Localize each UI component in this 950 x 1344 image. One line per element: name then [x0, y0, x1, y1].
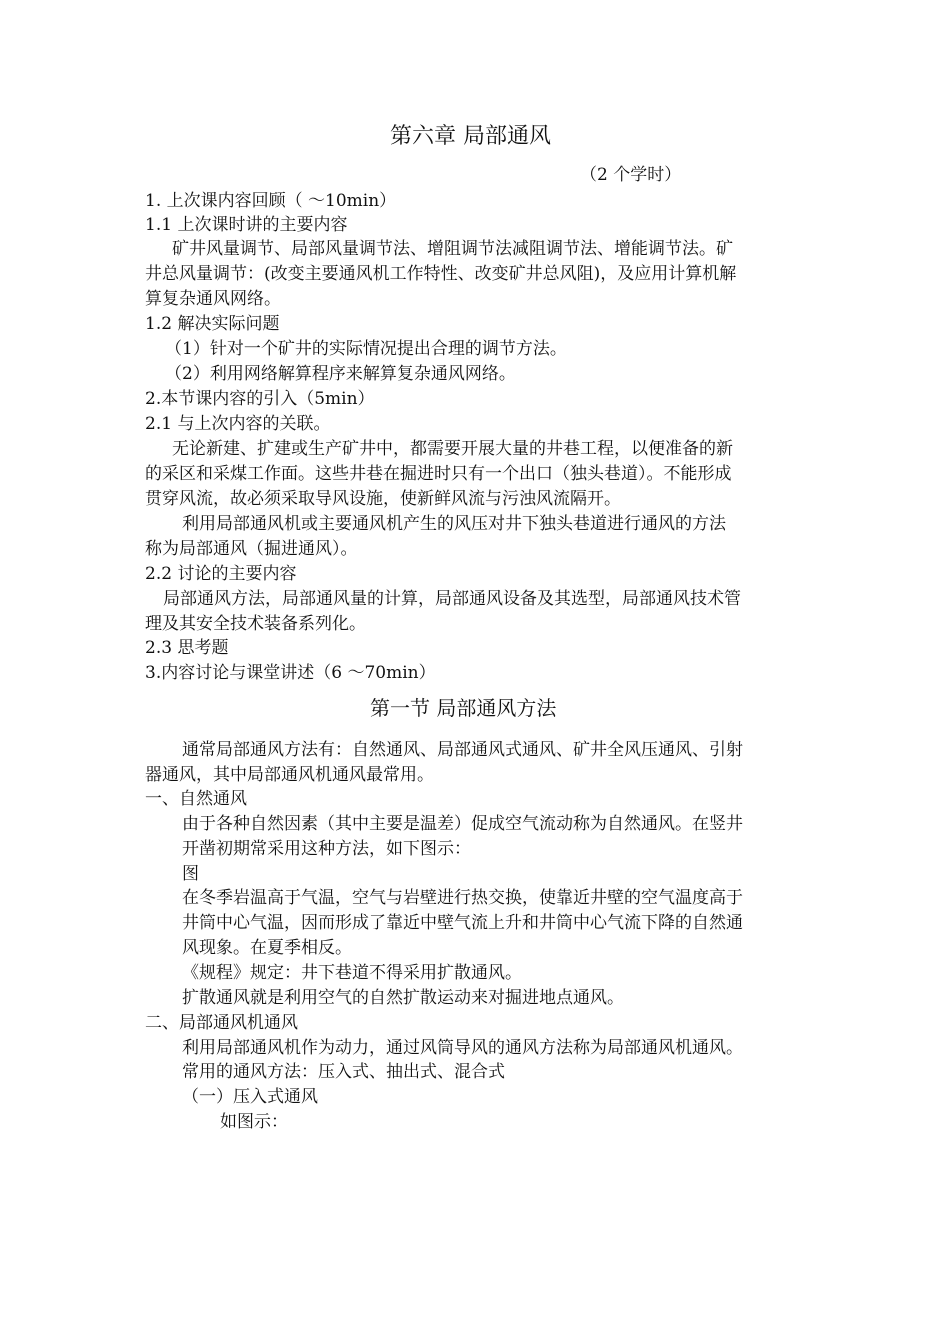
paragraph-line: 局部通风方法，局部通风量的计算，局部通风设备及其选型，局部通风技术管	[163, 589, 741, 609]
paragraph-line: 在冬季岩温高于气温，空气与岩壁进行热交换，使靠近井壁的空气温度高于	[182, 888, 743, 908]
paragraph-line: 利用局部通风机作为动力，通过风筒导风的通风方法称为局部通风机通风。	[182, 1038, 743, 1058]
paragraph-line: 的采区和采煤工作面。这些井巷在掘进时只有一个出口（独头巷道）。不能形成	[145, 464, 732, 484]
section-title: 第一节 局部通风方法	[370, 696, 557, 720]
list-item: （2）利用网络解算程序来解算复杂通风网络。	[165, 364, 516, 384]
paragraph-line: 扩散通风就是利用空气的自然扩散运动来对掘进地点通风。	[182, 988, 624, 1008]
paragraph-line: 井总风量调节：(改变主要通风机工作特性、改变矿井总风阻)，及应用计算机解	[145, 264, 737, 284]
paragraph-line: 如图示：	[220, 1112, 288, 1132]
subsection-heading-1-1: 1.1 上次课时讲的主要内容	[145, 215, 348, 235]
list-item: （1）针对一个矿井的实际情况提出合理的调节方法。	[165, 339, 567, 359]
chapter-title: 第六章 局部通风	[390, 124, 551, 149]
paragraph-line: 理及其安全技术装备系列化。	[145, 614, 366, 634]
subsection-heading-2-2: 2.2 讨论的主要内容	[145, 564, 297, 584]
paragraph-line: 矿井风量调节、局部风量调节法、增阻调节法减阻调节法、增能调节法。矿	[172, 239, 733, 259]
subheading-fan-ventilation: 二、局部通风机通风	[145, 1013, 298, 1033]
paragraph-line: 贯穿风流，故必须采取导风设施，使新鲜风流与污浊风流隔开。	[145, 489, 621, 509]
paragraph-line: 器通风，其中局部通风机通风最常用。	[145, 765, 434, 785]
paragraph-line: 井筒中心气温，因而形成了靠近中壁气流上升和井筒中心气流下降的自然通	[182, 913, 743, 933]
section-heading-3: 3.内容讨论与课堂讲述（6 ～70min）	[145, 663, 436, 683]
subheading-forced-ventilation: （一）压入式通风	[182, 1087, 318, 1107]
paragraph-line: 称为局部通风（掘进通风）。	[145, 539, 358, 559]
paragraph-line: 无论新建、扩建或生产矿井中，都需要开展大量的井巷工程，以便准备的新	[172, 439, 733, 459]
subsection-heading-2-1: 2.1 与上次内容的关联。	[145, 414, 331, 434]
paragraph-line: 算复杂通风网络。	[145, 289, 281, 309]
subheading-natural-ventilation: 一、自然通风	[145, 789, 247, 809]
paragraph-line: 常用的通风方法：压入式、抽出式、混合式	[182, 1062, 505, 1082]
paragraph-line: 开凿初期常采用这种方法，如下图示：	[182, 839, 471, 859]
subsection-heading-2-3: 2.3 思考题	[145, 638, 229, 658]
figure-placeholder: 图	[182, 864, 199, 884]
paragraph-line: 通常局部通风方法有：自然通风、局部通风式通风、矿井全风压通风、引射	[182, 740, 743, 760]
paragraph-line: 由于各种自然因素（其中主要是温差）促成空气流动称为自然通风。在竖井	[182, 814, 743, 834]
paragraph-line: 利用局部通风机或主要通风机产生的风压对井下独头巷道进行通风的方法	[182, 514, 726, 534]
subsection-heading-1-2: 1.2 解决实际问题	[145, 314, 280, 334]
paragraph-line: 《规程》规定：井下巷道不得采用扩散通风。	[182, 963, 522, 983]
paragraph-line: 风现象。在夏季相反。	[182, 938, 352, 958]
section-heading-2: 2.本节课内容的引入（5min）	[145, 389, 375, 409]
class-hours: （2 个学时）	[580, 165, 682, 185]
section-heading-1: 1. 上次课内容回顾（ ～10min）	[145, 191, 397, 211]
